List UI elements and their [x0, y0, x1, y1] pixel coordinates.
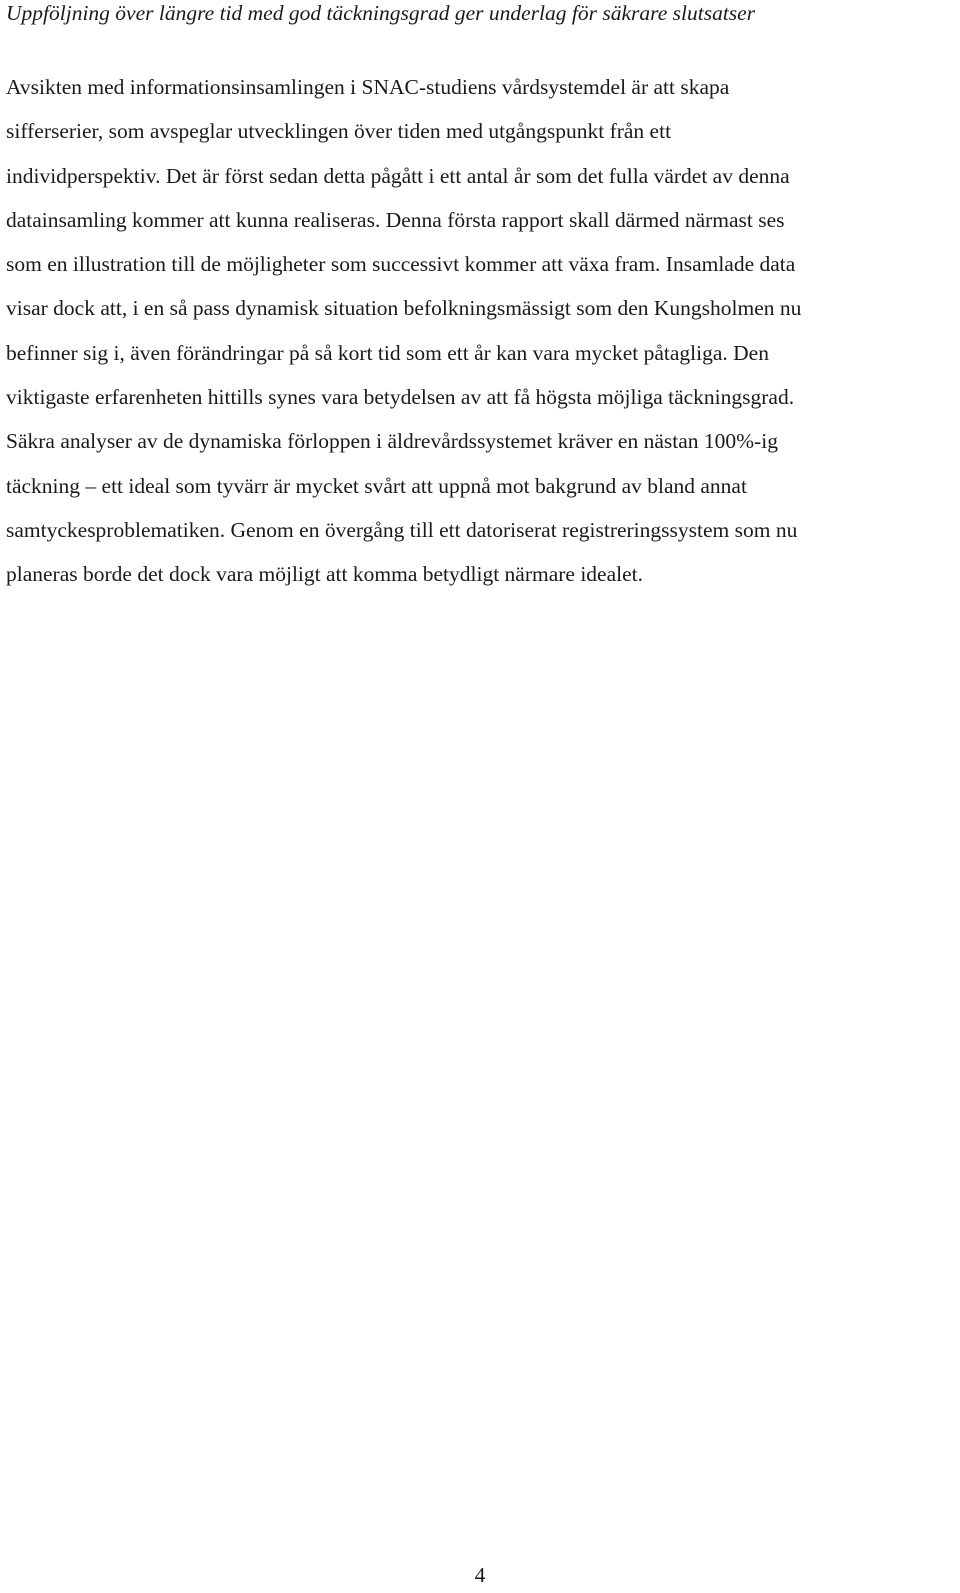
paragraph-line: viktigaste erfarenheten hittills synes vara betydelsen av att få högsta möjliga täckningsgrad.	[6, 385, 795, 410]
paragraph-line: visar dock att, i en så pass dynamisk situation befolkningsmässigt som den Kungsholmen nu	[6, 296, 802, 321]
paragraph-line: Säkra analyser av de dynamiska förloppen i äldrevårdssystemet kräver en nästan 100%-ig	[6, 429, 778, 454]
page-number: 4	[474, 1563, 486, 1587]
body-paragraph	[6, 65, 956, 597]
paragraph-line: Avsikten med informationsinsamlingen i SNAC-studiens vårdsystemdel är att skapa	[6, 75, 730, 99]
paragraph-line: planeras borde det dock vara möjligt att komma betydligt närmare idealet.	[6, 562, 644, 587]
paragraph-line: som en illustration till de möjligheter som successivt kommer att växa fram. Insamlade data	[6, 252, 796, 277]
paragraph-line: individperspektiv. Det är först sedan detta pågått i ett antal år som det fulla värdet av denna	[6, 163, 790, 188]
paragraph-line: datainsamling kommer att kunna realiseras. Denna första rapport skall därmed närmast ses	[6, 207, 785, 232]
section-heading: Uppföljning över längre tid med god täckningsgrad ger underlag för säkrare slutsatser	[6, 1, 756, 25]
paragraph-line: befinner sig i, även förändringar på så kort tid som ett år kan vara mycket påtagliga. Den	[6, 340, 769, 365]
paragraph-line: samtyckesproblematiken. Genom en övergång till ett datoriserat registreringssystem som nu	[6, 517, 798, 542]
paragraph-line: täckning – ett ideal som tyvärr är mycket svårt att uppnå mot bakgrund av bland annat	[6, 473, 747, 498]
paragraph-line: sifferserier, som avspeglar utvecklingen över tiden med utgångspunkt från ett	[6, 119, 672, 144]
